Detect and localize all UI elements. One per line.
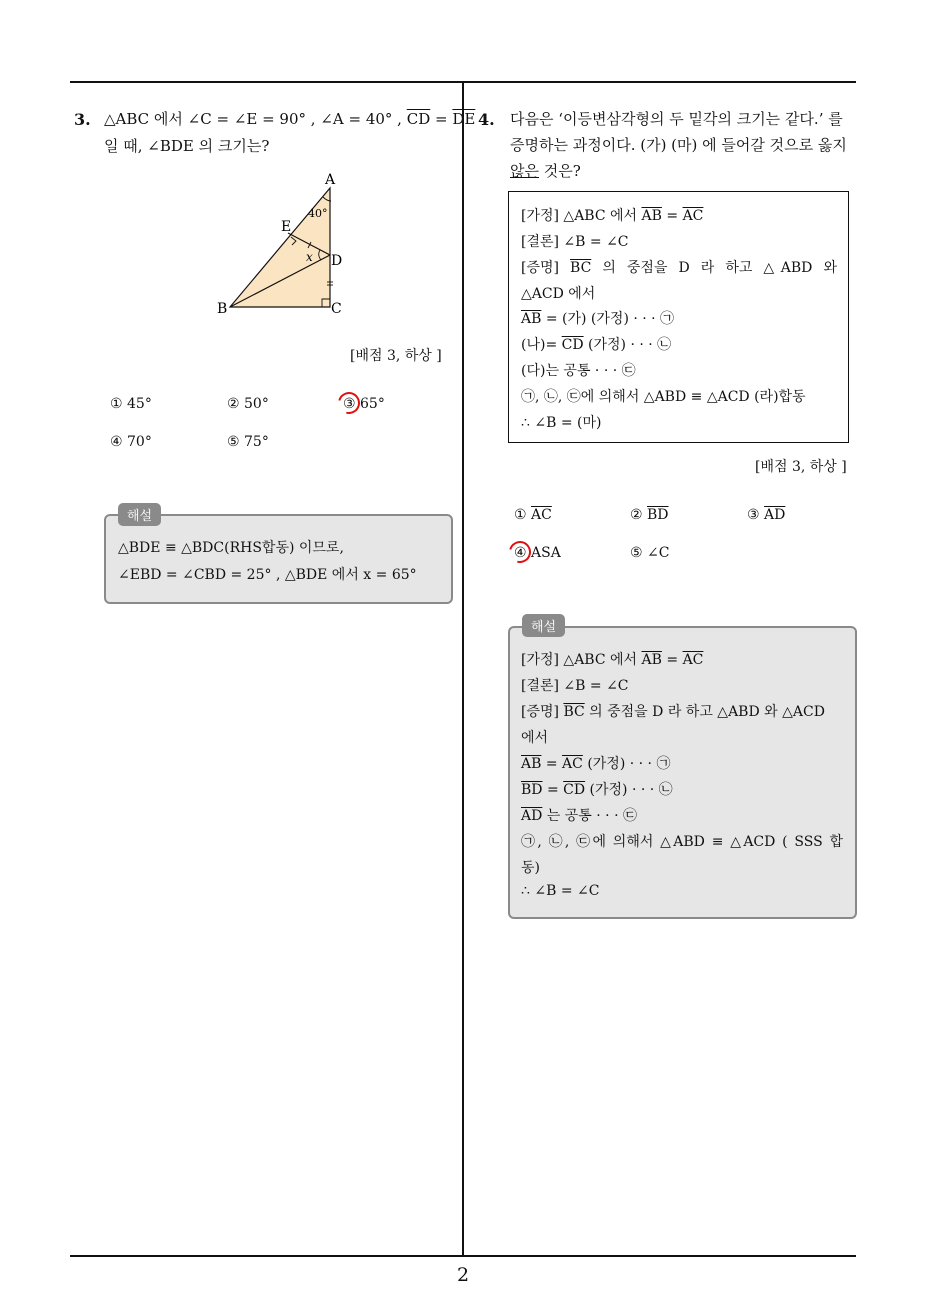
- sol-l3-text: [증명]: [521, 704, 564, 720]
- label-x: x: [306, 250, 313, 264]
- q4-line3: [510, 158, 581, 184]
- q3-choice-3[interactable]: ③ 65°: [343, 396, 385, 412]
- proof-line-6: [521, 334, 671, 354]
- proof-seg-ab: $\overline{AB}$: [641, 208, 662, 224]
- proof-l1-eq: =: [661, 208, 683, 224]
- q4-choice-1-num: ①: [514, 507, 527, 523]
- proof-l3-rest: 의 중점을 D 라 하고 △ABD 와: [591, 260, 837, 276]
- q4-sol-line-9: 동): [521, 860, 540, 876]
- q3-solution-line-2: ∠EBD = ∠CBD = 25° , △BDE 에서 x = 65°: [118, 567, 417, 583]
- q4-sol-line-6: [521, 779, 673, 799]
- q3-line2: 일 때, ∠BDE 의 크기는?: [104, 137, 270, 155]
- q4-score: [배점 3, 하상 ]: [755, 459, 847, 475]
- label-b: B: [217, 301, 228, 315]
- q4-line1: 다음은 ‘이등변삼각형의 두 밑각의 크기는 같다.’ 를: [510, 110, 843, 128]
- q4-line3-rest: 것은?: [538, 162, 581, 180]
- sol-l7-rest: 는 공통 · · · ㉢: [542, 808, 637, 824]
- q4-choice-4-text: ASA: [531, 545, 561, 561]
- q4-choice-2-num: ②: [630, 507, 643, 523]
- sol-l6-rest: (가정) · · · ㉡: [585, 782, 673, 798]
- proof-l1-text: [가정] △ABC 에서: [521, 208, 642, 224]
- proof-line-5: [521, 308, 674, 328]
- q4-sol-line-1: [521, 649, 703, 669]
- q4-number: 4.: [478, 110, 495, 129]
- proof-l6-text: (나)=: [521, 337, 562, 353]
- proof-line-7: (다)는 공통 · · · ㉢: [521, 363, 636, 379]
- q3-line1: [104, 106, 475, 132]
- sol-l1-text: [가정] △ABC 에서: [521, 652, 642, 668]
- q3-choice-2[interactable]: ② 50°: [227, 396, 269, 412]
- sol-l6-seg1: $\overline{BD}$: [521, 782, 543, 798]
- q3-line1-text: △ABC 에서 ∠C = ∠E = 90° , ∠A = 40° ,: [104, 110, 407, 128]
- q3-choice-5[interactable]: ⑤ 75°: [227, 434, 269, 450]
- label-e: E: [281, 219, 292, 235]
- sol-seg-bc: $\overline{BC}$: [563, 704, 585, 720]
- q3-triangle-figure: [210, 165, 360, 315]
- proof-line-3: [521, 257, 837, 277]
- q4-choice-5-num: ⑤: [630, 545, 643, 561]
- q4-sol-line-7: [521, 805, 637, 825]
- q3-solution-tag: 해설: [118, 503, 161, 526]
- q4-choice-5-text: ∠C: [647, 545, 670, 561]
- label-a: A: [325, 172, 336, 188]
- proof-l5-rest: = (가) (가정) · · · ㉠: [541, 311, 675, 327]
- q4-sol-line-8: ㉠, ㉡, ㉢에 의해서 △ABD ≡ △ACD ( SSS 합: [521, 834, 843, 850]
- proof-line-9: ∴ ∠B = (마): [521, 415, 602, 431]
- label-d: D: [331, 253, 343, 269]
- q3-solution-line-1: △BDE ≡ △BDC(RHS합동) 이므로,: [118, 540, 344, 556]
- column-divider: [462, 81, 464, 1256]
- page-number: 2: [456, 1264, 470, 1286]
- q4-sol-line-10: ∴ ∠B = ∠C: [521, 883, 600, 899]
- q4-choice-3-seg: $\overline{AD}$: [764, 507, 786, 523]
- q4-line2: 증명하는 과정이다. (가) (마) 에 들어갈 것으로 옳지: [510, 136, 847, 154]
- q4-choice-3[interactable]: [747, 507, 785, 523]
- q4-choice-3-num: ③: [747, 507, 760, 523]
- q4-choice-4-num: ④: [514, 545, 527, 561]
- proof-l6-rest: (가정) · · · ㉡: [583, 337, 672, 353]
- q4-choice-1[interactable]: [514, 507, 552, 523]
- q3-seg-cd: $\overline{CD}$: [406, 110, 431, 128]
- q4-solution-tag: 해설: [522, 614, 565, 637]
- proof-line-4: △ACD 에서: [521, 286, 596, 302]
- proof-l6-seg: $\overline{CD}$: [561, 337, 584, 353]
- label-c: C: [331, 301, 342, 315]
- answer-circle-mark: [505, 537, 535, 567]
- sol-l5-seg1: $\overline{AB}$: [521, 756, 542, 772]
- sol-seg-ac: $\overline{AC}$: [682, 652, 704, 668]
- sol-l5-rest: (가정) · · · ㉠: [582, 756, 671, 772]
- proof-seg-bc: $\overline{BC}$: [570, 260, 592, 276]
- sol-l6-seg2: $\overline{CD}$: [563, 782, 586, 798]
- sol-l3-rest: 의 중점을 D 라 하고 △ABD 와 △ACD: [584, 704, 825, 720]
- proof-seg-ac: $\overline{AC}$: [682, 208, 704, 224]
- proof-l5-seg: $\overline{AB}$: [521, 311, 542, 327]
- sol-seg-ab: $\overline{AB}$: [641, 652, 662, 668]
- q4-sol-line-2: [결론] ∠B = ∠C: [521, 678, 629, 694]
- q3-seg-de: $\overline{DE}$: [452, 110, 476, 128]
- q4-choice-2[interactable]: [630, 507, 669, 523]
- q3-solution-box: [104, 514, 453, 604]
- q4-choice-5[interactable]: [630, 545, 669, 561]
- sol-l6-eq: =: [542, 782, 564, 798]
- q4-sol-line-3: [521, 701, 825, 721]
- q4-choice-1-seg: $\overline{AC}$: [531, 507, 552, 523]
- answer-circle-mark: [334, 388, 364, 418]
- q3-eq: =: [430, 110, 453, 128]
- sol-l5-eq: =: [541, 756, 563, 772]
- q3-choice-4[interactable]: ④ 70°: [110, 434, 152, 450]
- q4-underlined-word: 않은: [510, 162, 539, 180]
- sol-l5-seg2: $\overline{AC}$: [562, 756, 583, 772]
- q3-score: [배점 3, 하상 ]: [350, 348, 442, 364]
- sol-l7-seg: $\overline{AD}$: [521, 808, 543, 824]
- q4-sol-line-5: [521, 753, 670, 773]
- proof-line-1: [521, 205, 703, 225]
- q3-number: 3.: [74, 110, 91, 129]
- proof-line-8: ㉠, ㉡, ㉢에 의해서 △ABD ≡ △ACD (라)합동: [521, 389, 806, 405]
- q4-choice-2-seg: $\overline{BD}$: [647, 507, 669, 523]
- proof-l3-text: [증명]: [521, 260, 571, 276]
- q4-sol-line-4: 에서: [521, 730, 549, 746]
- sol-l1-eq: =: [661, 652, 683, 668]
- proof-line-2: [결론] ∠B = ∠C: [521, 234, 629, 250]
- q3-choice-1[interactable]: ① 45°: [110, 396, 152, 412]
- label-angle-a: 40°: [308, 207, 328, 220]
